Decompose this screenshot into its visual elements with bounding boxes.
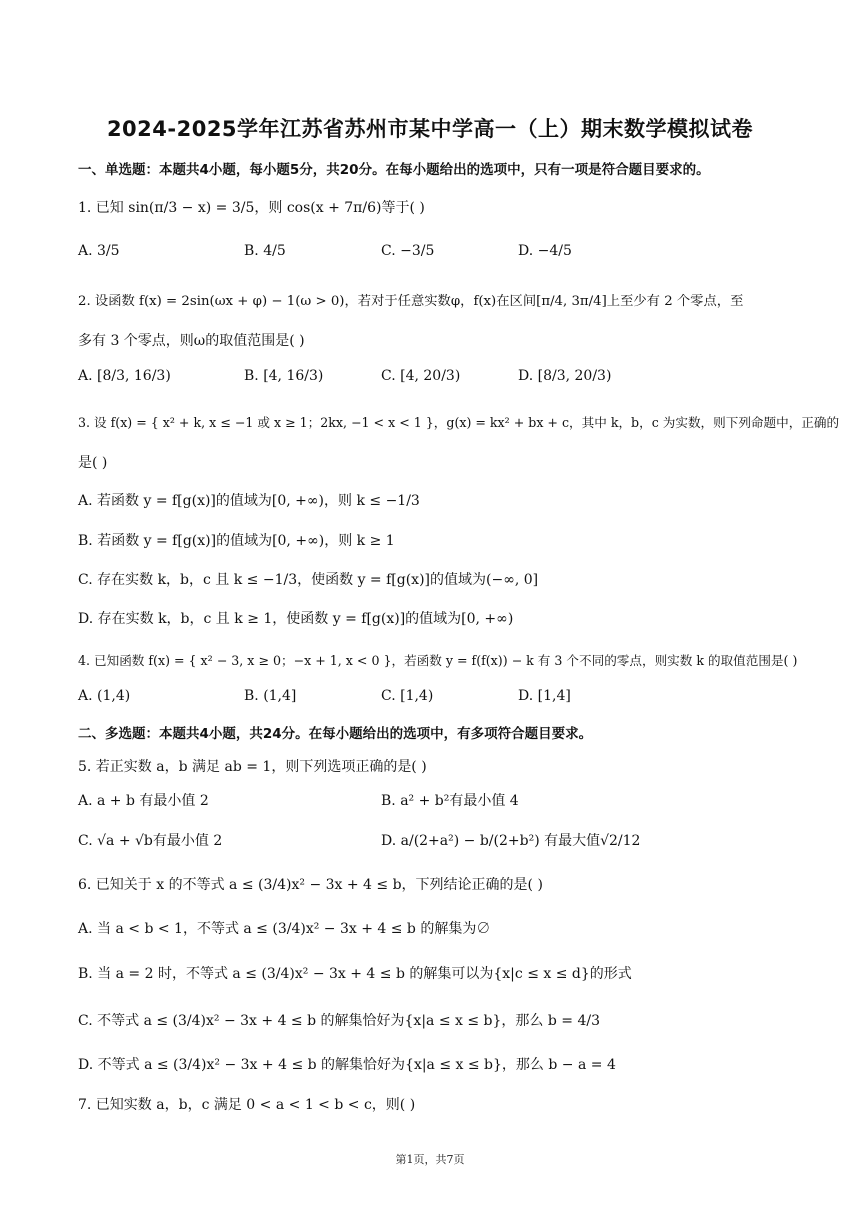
question-1-stem: 1. 已知 sin(π/3 − x) = 3/5，则 cos(x + 7π/6)等于( ): [78, 200, 425, 216]
question-4-option-a: A. (1,4): [78, 688, 131, 704]
section-multiple-choice-heading: 二、多选题：本题共4小题，共24分。在每小题给出的选项中，有多项符合题目要求。: [78, 726, 593, 742]
question-2-option-d: D. [8/3, 20/3): [518, 368, 612, 384]
question-6-option-b: B. 当 a = 2 时，不等式 a ≤ (3/4)x² − 3x + 4 ≤ b 的解集可以为{x|c ≤ x ≤ d}的形式: [78, 966, 632, 982]
question-1-option-d: D. −4/5: [518, 243, 572, 259]
question-3-option-c: C. 存在实数 k，b，c 且 k ≤ −1/3，使函数 y = f[g(x)]的值域为(−∞, 0]: [78, 572, 539, 588]
question-3-stem-line1: 3. 设 f(x) = { x² + k, x ≤ −1 或 x ≥ 1；2kx, −1 < x < 1 }，g(x) = kx² + bx + c，其中 k，b，c 为实数，则下列命题中，正确的: [78, 415, 840, 430]
question-4-option-c: C. [1,4): [381, 688, 434, 704]
question-4-stem: 4. 已知函数 f(x) = { x² − 3, x ≥ 0；−x + 1, x < 0 }，若函数 y = f(f(x)) − k 有 3 个不同的零点，则实数 k 的取值范围是( ): [78, 653, 798, 668]
page-title: 2024-2025学年江苏省苏州市某中学高一（上）期末数学模拟试卷: [106, 117, 754, 141]
question-1-option-a: A. 3/5: [78, 243, 120, 259]
question-6-option-a: A. 当 a < b < 1，不等式 a ≤ (3/4)x² − 3x + 4 ≤ b 的解集为∅: [78, 921, 491, 937]
question-5-stem: 5. 若正实数 a，b 满足 ab = 1，则下列选项正确的是( ): [78, 759, 427, 775]
question-3-option-d: D. 存在实数 k，b，c 且 k ≥ 1，使函数 y = f[g(x)]的值域为[0, +∞): [78, 611, 514, 627]
question-2-stem-line2: 多有 3 个零点，则ω的取值范围是( ): [78, 333, 305, 349]
question-2-option-c: C. [4, 20/3): [381, 368, 461, 384]
question-5-option-d: D. a/(2+a²) − b/(2+b²) 有最大值√2/12: [381, 833, 641, 849]
question-2-stem-line1: 2. 设函数 f(x) = 2sin(ωx + φ) − 1(ω > 0)，若对于任意实数φ，f(x)在区间[π/4, 3π/4]上至少有 2 个零点，至: [78, 294, 744, 309]
question-2-option-a: A. [8/3, 16/3): [78, 368, 171, 384]
question-7-stem: 7. 已知实数 a，b，c 满足 0 < a < 1 < b < c，则( ): [78, 1097, 416, 1113]
question-3-stem-line2: 是( ): [78, 455, 108, 471]
question-2-option-b: B. [4, 16/3): [244, 368, 324, 384]
question-5-option-b: B. a² + b²有最小值 4: [381, 793, 519, 809]
section-single-choice-heading: 一、单选题：本题共4小题，每小题5分，共20分。在每小题给出的选项中，只有一项是符合题目要求的。: [78, 162, 710, 178]
question-3-option-a: A. 若函数 y = f[g(x)]的值域为[0, +∞)，则 k ≤ −1/3: [78, 493, 420, 509]
question-4-option-d: D. [1,4]: [518, 688, 571, 704]
question-5-option-c: C. √a + √b有最小值 2: [78, 833, 223, 849]
question-3-option-b: B. 若函数 y = f[g(x)]的值域为[0, +∞)，则 k ≥ 1: [78, 533, 395, 549]
question-6-option-c: C. 不等式 a ≤ (3/4)x² − 3x + 4 ≤ b 的解集恰好为{x|a ≤ x ≤ b}，那么 b = 4/3: [78, 1013, 600, 1029]
question-1-option-c: C. −3/5: [381, 243, 435, 259]
question-1-option-b: B. 4/5: [244, 243, 286, 259]
question-4-option-b: B. (1,4]: [244, 688, 297, 704]
question-6-option-d: D. 不等式 a ≤ (3/4)x² − 3x + 4 ≤ b 的解集恰好为{x|a ≤ x ≤ b}，那么 b − a = 4: [78, 1057, 616, 1073]
page-footer: 第1页，共7页: [395, 1153, 465, 1166]
question-6-stem: 6. 已知关于 x 的不等式 a ≤ (3/4)x² − 3x + 4 ≤ b，下列结论正确的是( ): [78, 877, 543, 893]
question-5-option-a: A. a + b 有最小值 2: [78, 793, 209, 809]
